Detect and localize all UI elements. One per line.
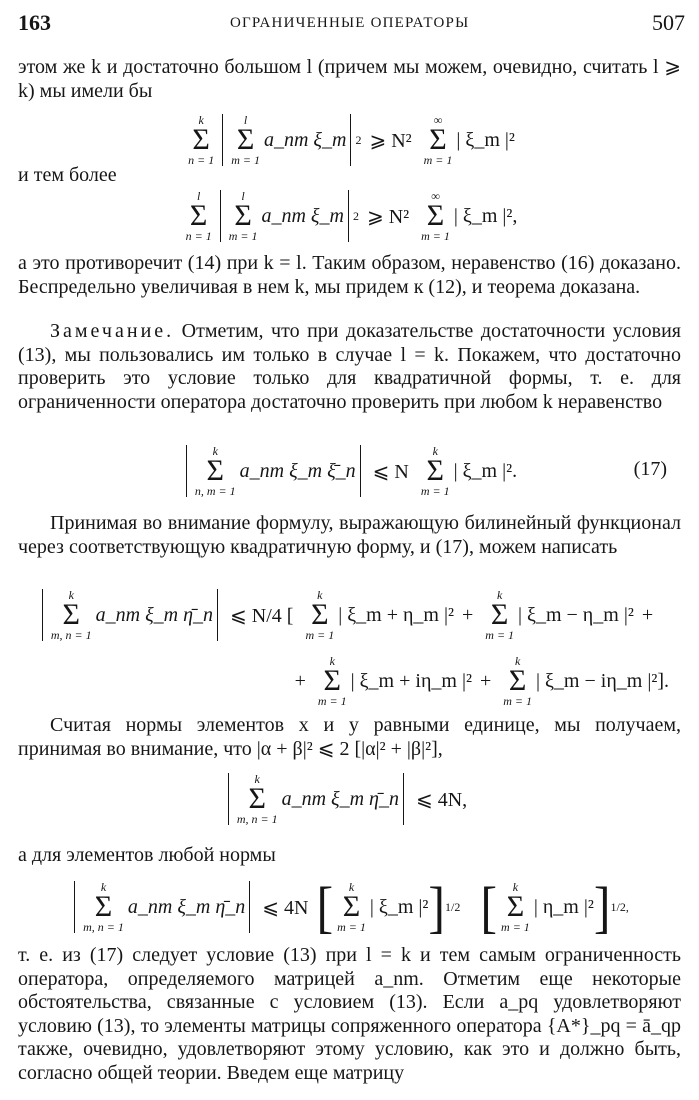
formula-c-line1 xyxy=(18,584,681,646)
sum-symbol: k Σ m = 1 xyxy=(337,880,366,934)
summand: a_nm ξ_m xyxy=(261,204,344,227)
term-2: | ξ_m − η_m |² xyxy=(518,603,634,626)
abs-bar xyxy=(360,445,361,497)
paragraph-6: Считая нормы элементов x и y равными единице, мы получаем, принимая во внимание, что |α + β|² ⩽ 2 [|α|² + |β|²], xyxy=(18,714,681,760)
relation: ⩽ N/4 [ xyxy=(230,604,294,627)
summand: a_nm ξ_m η̄_n xyxy=(95,603,214,626)
relation: ⩽ 4N, xyxy=(415,788,468,811)
right-bracket: ] xyxy=(428,874,446,940)
sum-symbol: k Σ m = 1 xyxy=(485,588,515,642)
sum-symbol: l Σ n = 1 xyxy=(185,189,212,243)
abs-bar xyxy=(348,190,349,242)
right-bracket: ] xyxy=(593,874,611,940)
plus-sign: + xyxy=(641,603,654,626)
paragraph-7: а для элементов любой нормы xyxy=(18,844,276,866)
norm-eta: | η_m |² xyxy=(533,895,594,918)
exponent-half: 1/2, xyxy=(610,899,629,914)
relation: ⩾ N² xyxy=(369,129,412,152)
sum-symbol: k Σ m = 1 xyxy=(317,654,347,708)
sum-symbol: ∞ Σ m = 1 xyxy=(421,189,450,243)
closing-bracket: ]. xyxy=(657,669,669,692)
page-number: 507 xyxy=(652,10,685,35)
formula-c-line2 xyxy=(18,650,681,712)
sum-symbol: k Σ m = 1 xyxy=(420,444,450,498)
formula-a: k Σ n = 1 l Σ m = 1 a_nm ξ_m 2 ⩾ N² ∞ Σ m = 1 | ξ_m |² xyxy=(188,113,515,167)
abs-bar xyxy=(217,589,218,641)
summand: a_nm ξ_m η̄_n xyxy=(281,787,399,810)
page-header xyxy=(0,8,699,38)
sum-symbol: k Σ m = 1 xyxy=(503,654,532,708)
sum-symbol: k Σ n, m = 1 xyxy=(194,444,236,498)
summand: a_nm ξ_m η̄_n xyxy=(127,895,246,918)
summand: a_nm ξ_m xyxy=(263,128,347,151)
summand: a_nm ξ_m ξ̄_n xyxy=(239,459,356,482)
abs-bar xyxy=(350,114,351,166)
paragraph-8: т. е. из (17) следует условие (13) при l = k и тем самым ограниченность оператора, определяемого матрицей a_nm. Отметим еще некоторые обстоятельства, связанные с условием (13). Если a_pq удовлетворяют условию (13), то элементы матрицы сопряженного оператора {A*}_pq = ā_qp также, очевидно, удовлетворяют этому условию, как это и должно быть, согласно общей теории. Введем еще матрицу xyxy=(18,944,681,1084)
exponent-half: 1/2 xyxy=(445,899,461,914)
sum-symbol: l Σ m = 1 xyxy=(231,113,260,167)
remark-text: Отметим, что при доказательстве достаточности условия (13), мы пользовались им только в случае l = k. Покажем, что достаточно проверить это условие только для квадратичной формы, т. е. для ограниченности оператора достаточно проверить при любом k неравенство xyxy=(18,320,681,413)
sum-symbol: k Σ m, n = 1 xyxy=(236,772,278,826)
left-bracket: [ xyxy=(316,874,334,940)
relation: ⩽ 4N xyxy=(262,896,309,919)
rhs-term: | ξ_m |², xyxy=(453,204,518,227)
abs-bar xyxy=(186,445,187,497)
formula-b: l Σ n = 1 l Σ m = 1 a_nm ξ_m 2 ⩾ N² ∞ Σ m = 1 | ξ_m |², xyxy=(185,189,518,243)
plus-sign: + xyxy=(462,603,474,626)
formula-17 xyxy=(18,440,681,502)
abs-bar xyxy=(42,589,43,641)
formula-d xyxy=(18,768,681,830)
term-4: | ξ_m − iη_m |² xyxy=(536,669,658,692)
abs-bar xyxy=(228,773,229,825)
rhs-term: | ξ_m |². xyxy=(453,459,518,482)
section-number: 163 xyxy=(18,10,51,35)
paragraph-5: Принимая во внимание формулу, выражающую билинейный функционал через соответствующую квадратичную форму, и (17), можем написать xyxy=(18,512,681,558)
abs-bar xyxy=(222,114,223,166)
norm-xi: | ξ_m |² xyxy=(369,895,429,918)
left-bracket: [ xyxy=(480,874,498,940)
rhs-term: | ξ_m |² xyxy=(456,128,515,151)
relation: ⩾ N² xyxy=(366,205,410,228)
sum-symbol: l Σ m = 1 xyxy=(228,189,258,243)
abs-bar xyxy=(403,773,404,825)
running-title: ОГРАНИЧЕННЫЕ ОПЕРАТОРЫ xyxy=(230,15,470,31)
sum-symbol: k Σ m, n = 1 xyxy=(83,880,124,934)
term-3: | ξ_m + iη_m |² xyxy=(350,669,472,692)
sum-symbol: ∞ Σ m = 1 xyxy=(423,113,453,167)
formula-e xyxy=(18,876,681,938)
term-1: | ξ_m + η_m |² xyxy=(338,603,454,626)
sum-symbol: k Σ m = 1 xyxy=(501,880,530,934)
sum-symbol: k Σ m, n = 1 xyxy=(50,588,92,642)
paragraph-3: а это противоречит (14) при k = l. Таким образом, неравенство (16) доказано. Беспредельно увеличивая в нем k, мы придем к (12), и теорема доказана. xyxy=(18,252,681,298)
paragraph-1: этом же k и достаточно большом l (причем мы можем, очевидно, считать l ⩾ k) мы имели бы xyxy=(18,56,681,102)
abs-bar xyxy=(249,881,250,933)
remark-word: Замечание. xyxy=(50,320,175,342)
paragraph-2: и тем более xyxy=(18,164,117,186)
paragraph-remark xyxy=(18,320,681,414)
relation: ⩽ N xyxy=(372,460,409,483)
equation-number: (17) xyxy=(633,458,667,480)
plus-sign: + xyxy=(294,669,306,692)
sum-symbol: k Σ m = 1 xyxy=(305,588,335,642)
sum-symbol: k Σ n = 1 xyxy=(188,113,215,167)
plus-sign: + xyxy=(479,669,492,692)
abs-bar xyxy=(220,190,221,242)
abs-bar xyxy=(74,881,75,933)
